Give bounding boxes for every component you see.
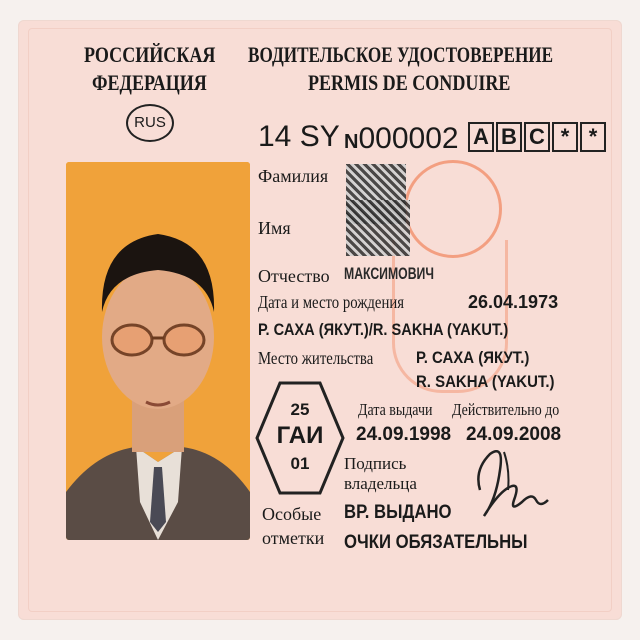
surname-label: Фамилия <box>258 166 329 186</box>
birth-date: 26.04.1973 <box>468 292 559 312</box>
license-series: 14 SY <box>258 120 340 153</box>
gai-middle: ГАИ <box>276 422 324 449</box>
country-code: RUS <box>134 114 166 131</box>
category-box: A <box>468 122 494 152</box>
gai-top: 25 <box>290 400 310 419</box>
license-number: N000002 <box>344 122 459 155</box>
portrait-illustration <box>66 162 250 540</box>
country-code-oval <box>126 104 174 142</box>
valid-date: 24.09.2008 <box>466 424 562 445</box>
category-box: * <box>580 122 606 152</box>
holder-photo <box>66 162 250 540</box>
residence-ru: Р. САХА (ЯКУТ.) <box>416 348 530 367</box>
patronymic-label: Отчество <box>258 266 330 286</box>
country-line-2: ФЕДЕРАЦИЯ <box>92 70 207 95</box>
residence-label: Место жительства <box>258 348 374 368</box>
name-label: Имя <box>258 218 291 238</box>
birth-place: Р. САХА (ЯКУТ.)/R. SAKHA (YAKUT.) <box>258 320 509 339</box>
special-label-2: отметки <box>262 528 325 548</box>
name-redacted <box>346 200 410 256</box>
signature-label-2: владельца <box>344 474 417 493</box>
gai-bottom: 01 <box>290 454 310 473</box>
special-value-2: ОЧКИ ОБЯЗАТЕЛЬНЫ <box>344 532 528 553</box>
valid-label: Действительно до <box>452 400 560 419</box>
category-box: * <box>552 122 578 152</box>
gai-badge <box>254 380 346 496</box>
stamp-outline <box>392 240 508 393</box>
license-categories <box>468 122 608 152</box>
category-box: C <box>524 122 550 152</box>
special-value-1: ВР. ВЫДАНО <box>344 502 452 523</box>
title-fr: PERMIS DE CONDUIRE <box>308 70 511 95</box>
category-box: B <box>496 122 522 152</box>
patronymic-value: МАКСИМОВИЧ <box>344 264 434 283</box>
title-ru: ВОДИТЕЛЬСКОЕ УДОСТОВЕРЕНИЕ <box>248 42 554 67</box>
signature-label-1: Подпись <box>344 454 407 473</box>
birth-label: Дата и место рождения <box>258 292 405 312</box>
residence-en: R. SAKHA (YAKUT.) <box>416 372 555 391</box>
country-line-1: РОССИЙСКАЯ <box>84 42 216 67</box>
issue-label: Дата выдачи <box>358 400 433 419</box>
signature <box>460 430 560 530</box>
issue-date: 24.09.1998 <box>356 424 452 445</box>
special-label-1: Особые <box>262 504 322 524</box>
